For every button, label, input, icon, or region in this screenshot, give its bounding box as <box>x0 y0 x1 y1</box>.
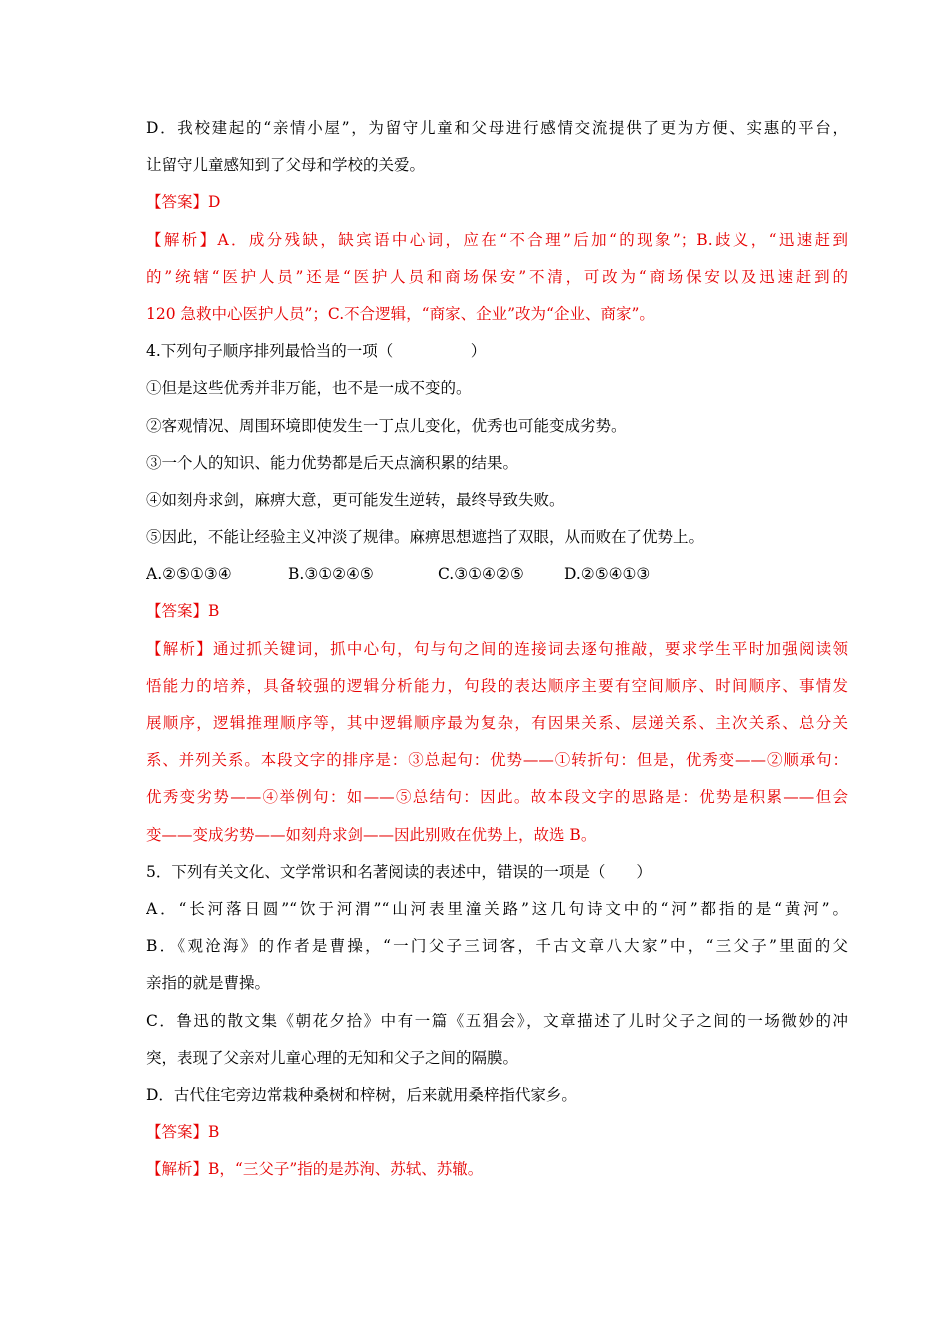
q4-options <box>146 556 848 593</box>
q4-analysis-line-2: 悟能力的培养，具备较强的逻辑分析能力，句段的表达顺序主要有空间顺序、时间顺序、事情发 <box>146 676 848 695</box>
analysis-tag: 【解析】 <box>146 230 218 249</box>
answer-tag: 【答案】 <box>146 602 209 621</box>
answer-value: B <box>208 1123 220 1142</box>
answer-tag: 【答案】 <box>146 193 209 212</box>
q5-answer <box>146 1114 848 1151</box>
q5-option-b-line-1: B．《观沧海》的作者是曹操，“一门父子三词客，千古文章八大家”中，“三父子”里面的父 <box>146 937 848 956</box>
answer-value: B <box>208 602 220 621</box>
q5-option-c-line-2: 突，表现了父亲对儿童心理的无知和父子之间的隔膜。 <box>146 1048 519 1067</box>
q4-answer <box>146 593 848 630</box>
q4-analysis-line-5: 优秀变劣势——④举例句：如——⑤总结句：因此。故本段文字的思路是：优势是积累——但会 <box>146 788 848 807</box>
q4-sentence-2: ②客观情况、周围环境即使发生一丁点儿变化，优秀也可能变成劣势。 <box>146 416 627 435</box>
q4-sentence-3: ③一个人的知识、能力优势都是后天点滴积累的结果。 <box>146 453 519 472</box>
q5-option-a: A．“长河落日圆”“饮于河渭”“山河表里潼关路”这几句诗文中的“河”都指的是“黄河”。 <box>146 899 848 918</box>
analysis-text: B，“三父子”指的是苏洵、苏轼、苏辙。 <box>208 1160 484 1179</box>
q4-sentence-4: ④如刻舟求剑，麻痹大意，更可能发生逆转，最终导致失败。 <box>146 490 565 509</box>
q5-analysis <box>146 1151 848 1188</box>
q3-option-d-line-2: 让留守儿童感知到了父母和学校的关爱。 <box>146 156 426 175</box>
q4-stem: 4.下列句子顺序排列最恰当的一项（ ） <box>146 342 487 361</box>
q4-option-c: C.③①④②⑤ <box>438 565 524 584</box>
q4-sentence-5: ⑤因此，不能让经验主义冲淡了规律。麻痹思想遮挡了双眼，从而败在了优势上。 <box>146 528 705 547</box>
q5-option-b-line-2: 亲指的就是曹操。 <box>146 974 271 993</box>
q4-analysis-line-1 <box>146 631 848 668</box>
analysis-text: 通过抓关键词，抓中心句，句与句之间的连接词去逐句推敲，要求学生平时加强阅读领 <box>212 639 848 658</box>
q4-analysis-line-4: 系、并列关系。本段文字的排序是：③总起句：优势——①转折句：但是，优秀变——②顺承句： <box>146 751 848 770</box>
analysis-tag: 【解析】 <box>146 1160 209 1179</box>
q4-option-b: B.③①②④⑤ <box>288 565 374 584</box>
q4-option-d: D.②⑤④①③ <box>564 565 651 584</box>
answer-tag: 【答案】 <box>146 1123 209 1142</box>
q5-stem: 5．下列有关文化、文学常识和名著阅读的表述中，错误的一项是（ ） <box>146 862 652 881</box>
q3-analysis-line-3: 120 急救中心医护人员”；C.不合逻辑，“商家、企业”改为“企业、商家”。 <box>146 304 655 323</box>
q4-analysis-line-6: 变——变成劣势——如刻舟求剑——因此别败在优势上，故选 B。 <box>146 825 597 844</box>
analysis-text: A．成分残缺，缺宾语中心词，应在“不合理”后加“的现象”；B.歧义，“迅速赶到 <box>217 230 848 249</box>
q3-option-d-line-1: D．我校建起的“亲情小屋”，为留守儿童和父母进行感情交流提供了更为方便、实惠的平台， <box>146 119 848 137</box>
q4-option-a: A.②⑤①③④ <box>146 565 232 584</box>
q3-answer <box>146 184 848 221</box>
q3-analysis-line-2: 的”统辖“医护人员”还是“医护人员和商场保安”不清，可改为“商场保安以及迅速赶到的 <box>146 267 848 286</box>
answer-value: D <box>208 193 221 212</box>
q4-sentence-1: ①但是这些优秀并非万能，也不是一成不变的。 <box>146 379 472 398</box>
q3-analysis-line-1 <box>146 222 848 259</box>
q4-analysis-line-3: 展顺序，逻辑推理顺序等，其中逻辑顺序最为复杂，有因果关系、层递关系、主次关系、总分关 <box>146 714 848 732</box>
document-page <box>146 110 848 1188</box>
q5-option-d: D．古代住宅旁边常栽种桑树和梓树，后来就用桑梓指代家乡。 <box>146 1085 577 1104</box>
q5-option-c-line-1: C．鲁迅的散文集《朝花夕拾》中有一篇《五猖会》，文章描述了儿时父子之间的一场微妙的冲 <box>146 1011 848 1030</box>
analysis-tag: 【解析】 <box>146 639 213 658</box>
